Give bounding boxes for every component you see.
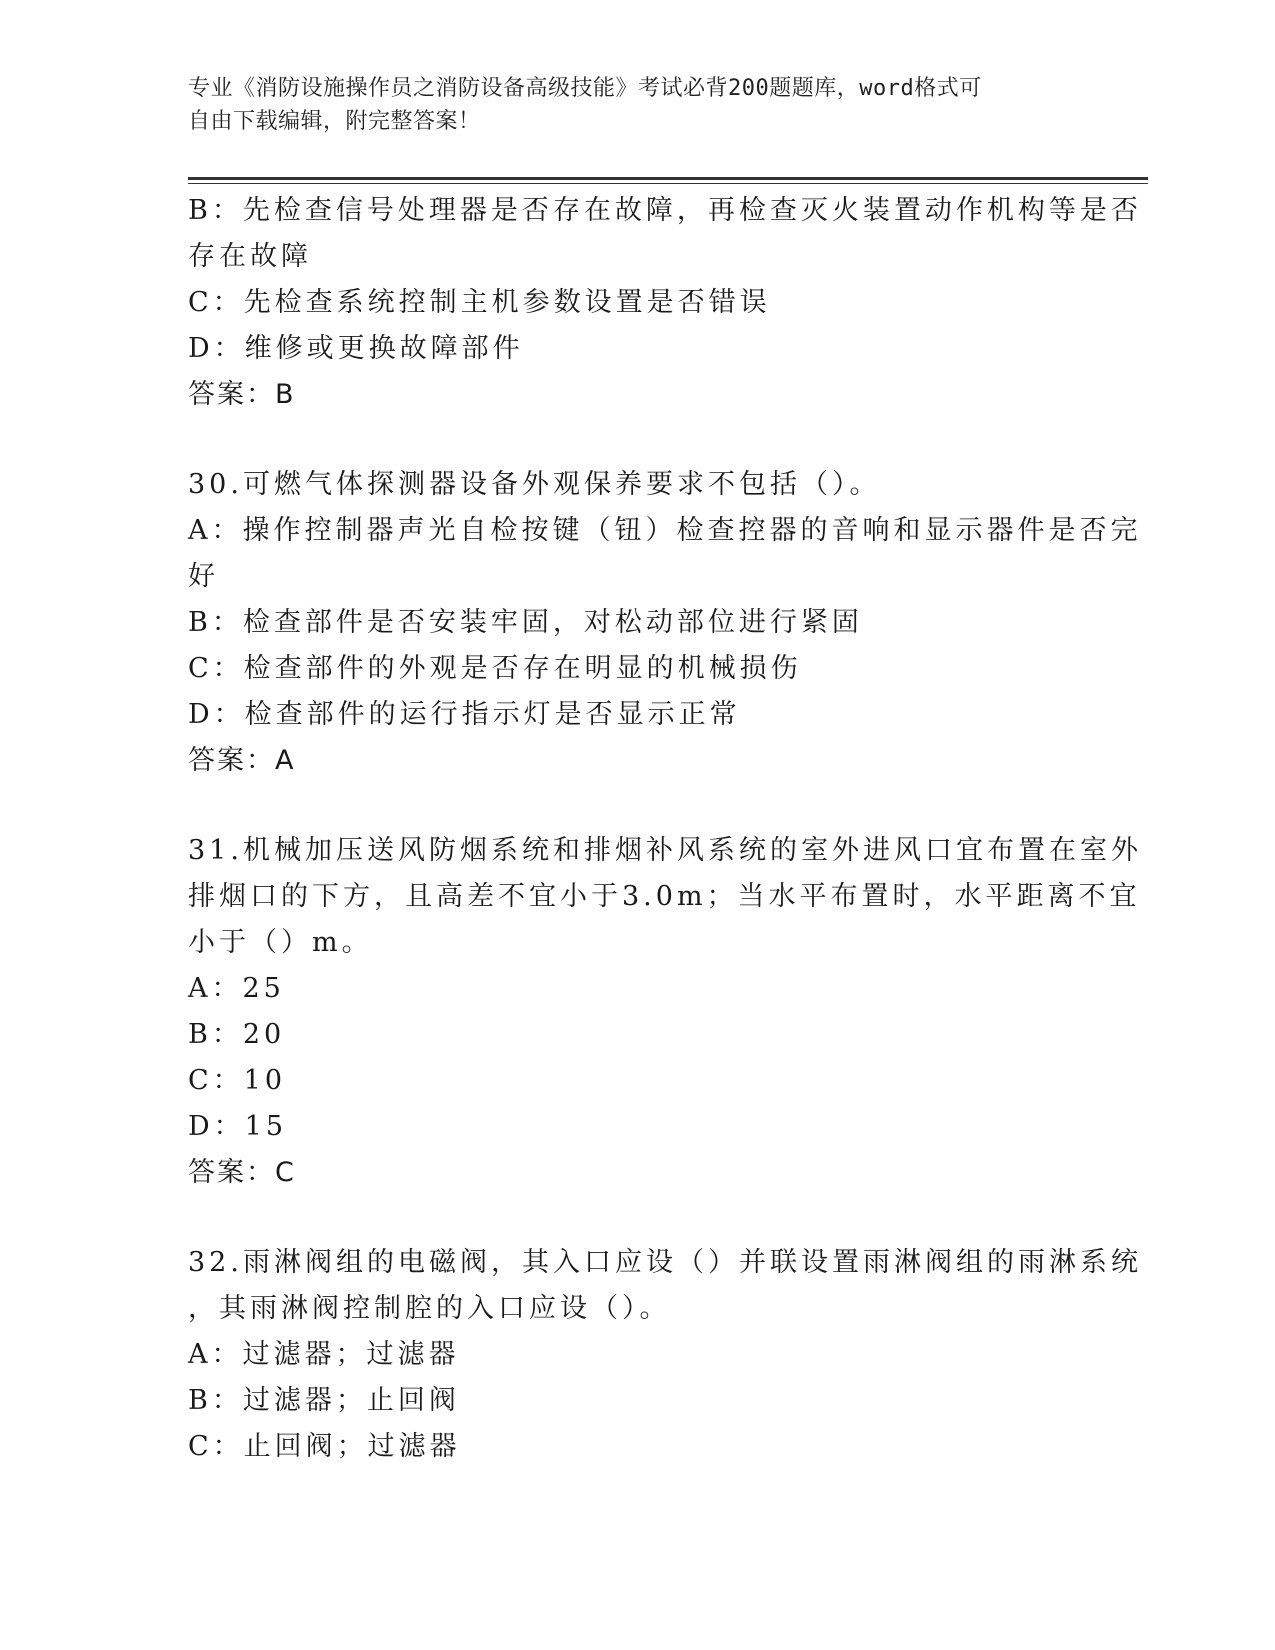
header-rule-thin	[188, 183, 1148, 184]
question-text-line-1: 31.机械加压送风防烟系统和排烟补风系统的室外进风口宜布置在室外	[188, 835, 1142, 866]
option-a-line-1: A：操作控制器声光自检按键（钮）检查控器的音响和显示器件是否完	[188, 515, 1142, 546]
question-text-line-2: ，其雨淋阀控制腔的入口应设（）。	[188, 1293, 671, 1324]
option-b: B：20	[188, 1019, 286, 1050]
question-text-line-2: 排烟口的下方，且高差不宜小于3.0m；当水平布置时，水平距离不宜	[188, 881, 1141, 912]
option-b: B：过滤器；止回阀	[188, 1385, 460, 1416]
option-b-line-2: 存在故障	[188, 241, 312, 272]
document-header	[188, 72, 1068, 138]
option-d: D：维修或更换故障部件	[188, 333, 524, 364]
question-text-line-3: 小于（）m。	[188, 927, 373, 958]
option-c: C：10	[188, 1065, 287, 1096]
option-d: D：检查部件的运行指示灯是否显示正常	[188, 699, 741, 730]
option-c: C：先检查系统控制主机参数设置是否错误	[188, 287, 771, 318]
question-32	[188, 1240, 1142, 1470]
spacer	[188, 418, 1078, 462]
question-content	[188, 188, 1142, 1470]
option-b: B：检查部件是否安装牢固，对松动部位进行紧固	[188, 607, 863, 638]
header-line-2: 自由下载编辑，附完整答案！	[188, 109, 481, 134]
question-29-tail	[188, 188, 1142, 418]
header-line-1: 专业《消防设施操作员之消防设备高级技能》考试必背200题题库，word格式可	[188, 76, 982, 101]
question-31	[188, 828, 1142, 1196]
option-b-line-1: B：先检查信号处理器是否存在故障，再检查灭火装置动作机构等是否	[188, 195, 1142, 226]
option-c: C：检查部件的外观是否存在明显的机械损伤	[188, 653, 802, 684]
option-c: C：止回阀；过滤器	[188, 1431, 461, 1462]
option-a: A：25	[188, 973, 285, 1004]
spacer	[188, 784, 1078, 828]
question-text-line-1: 32.雨淋阀组的电磁阀，其入口应设（）并联设置雨淋阀组的雨淋系统	[188, 1247, 1142, 1278]
question-30	[188, 462, 1142, 784]
answer: 答案：B	[188, 379, 296, 410]
answer: 答案：C	[188, 1157, 296, 1188]
question-text: 30.可燃气体探测器设备外观保养要求不包括（）。	[188, 469, 881, 500]
option-a-line-2: 好	[188, 561, 219, 592]
header-rule-thick	[188, 177, 1148, 180]
answer: 答案：A	[188, 745, 296, 776]
option-a: A：过滤器；过滤器	[188, 1339, 460, 1370]
spacer	[188, 1196, 1078, 1240]
option-d: D：15	[188, 1111, 288, 1142]
